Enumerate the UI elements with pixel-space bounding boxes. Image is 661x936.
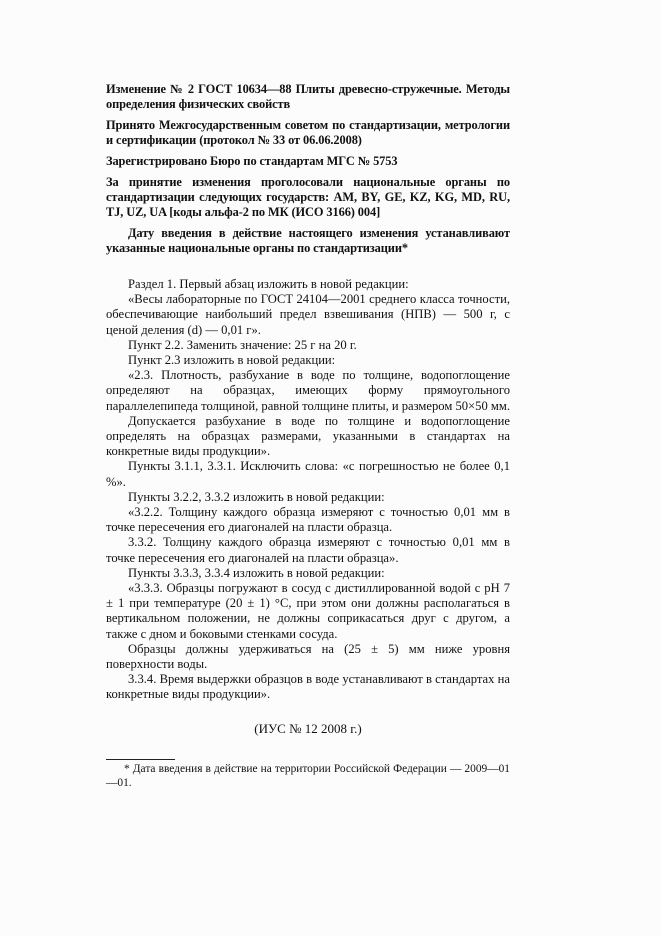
paragraph: Образцы должны удерживаться на (25 ± 5) мм ниже уровня поверхности воды. xyxy=(106,641,510,672)
paragraph: «Весы лабораторные по ГОСТ 24104—2001 среднего класса точности, обеспечивающие наибольший предел взвешивания (НПВ) — 500 г, с ценой деления (d) — 0,01 г». xyxy=(106,292,510,337)
paragraph: 3.3.4. Время выдержки образцов в воде устанавливают в стандартах на конкретные виды продукции». xyxy=(106,672,510,702)
document-page xyxy=(106,82,510,749)
effective-date-note: Дату введения в действие настоящего изменения устанавливают указанные национальные органы по стандартизации* xyxy=(106,226,510,255)
footnote-divider xyxy=(106,759,175,760)
paragraph: Пункты 3.1.1, 3.3.1. Исключить слова: «с погрешностью не более 0,1 %». xyxy=(106,459,510,489)
source-reference: (ИУС № 12 2008 г.) xyxy=(254,720,362,736)
paragraph: «3.3.3. Образцы погружают в сосуд с дистиллированной водой с pH 7 ± 1 при температуре (20 ± 1) °С, при этом они должны располагаться в вертикальном положении, не должны соприкасаться друг с другом, а также с дном и боковыми стенками сосуда. xyxy=(106,581,510,641)
paragraph: «3.2.2. Толщину каждого образца измеряют с точностью 0,01 мм в точке пересечения его диагоналей на пласти образца. xyxy=(106,505,510,535)
paragraph: 3.3.2. Толщину каждого образца измеряют с точностью 0,01 мм в точке пересечения его диагоналей на пласти образца». xyxy=(106,535,510,565)
paragraph: Пункты 3.3.3, 3.3.4 изложить в новой редакции: xyxy=(128,565,385,580)
adopted-by: Принято Межгосударственным советом по стандартизации, метрологии и сертификации (протокол № 33 от 06.06.2008) xyxy=(106,118,510,147)
paragraph: Пункты 3.2.2, 3.3.2 изложить в новой редакции: xyxy=(128,489,385,504)
paragraph: Пункт 2.2. Заменить значение: 25 г на 20 г. xyxy=(128,337,357,352)
amendment-title: Изменение № 2 ГОСТ 10634—88 Плиты древесно-стружечные. Методы определения физических свойств xyxy=(106,82,510,111)
amendment-body xyxy=(106,277,510,736)
footnote: * Дата введения в действие на территории Российской Федерации — 2009—01—01. xyxy=(106,763,510,789)
paragraph: Допускается разбухание в воде по толщине и водопоглощение определять на образцах размерами, указанными в стандартах на конкретные виды продукции». xyxy=(106,413,510,459)
paragraph: Раздел 1. Первый абзац изложить в новой редакции: xyxy=(128,277,409,291)
registration: Зарегистрировано Бюро по стандартам МГС № 5753 xyxy=(106,154,398,168)
voting-states: За принятие изменения проголосовали национальные органы по стандартизации следующих государств: AM, BY, GE, KZ, KG, MD, RU, TJ, UZ, UA [коды альфа-2 по МК (ИСО 3166) 004] xyxy=(106,175,510,219)
paragraph: «2.3. Плотность, разбухание в воде по толщине, водопоглощение определяют на образцах, имеющих форму прямоугольного параллелепипеда толщиной, равной толщине плиты, и размером 50×50 мм. xyxy=(106,368,510,413)
paragraph: Пункт 2.3 изложить в новой редакции: xyxy=(128,353,336,368)
